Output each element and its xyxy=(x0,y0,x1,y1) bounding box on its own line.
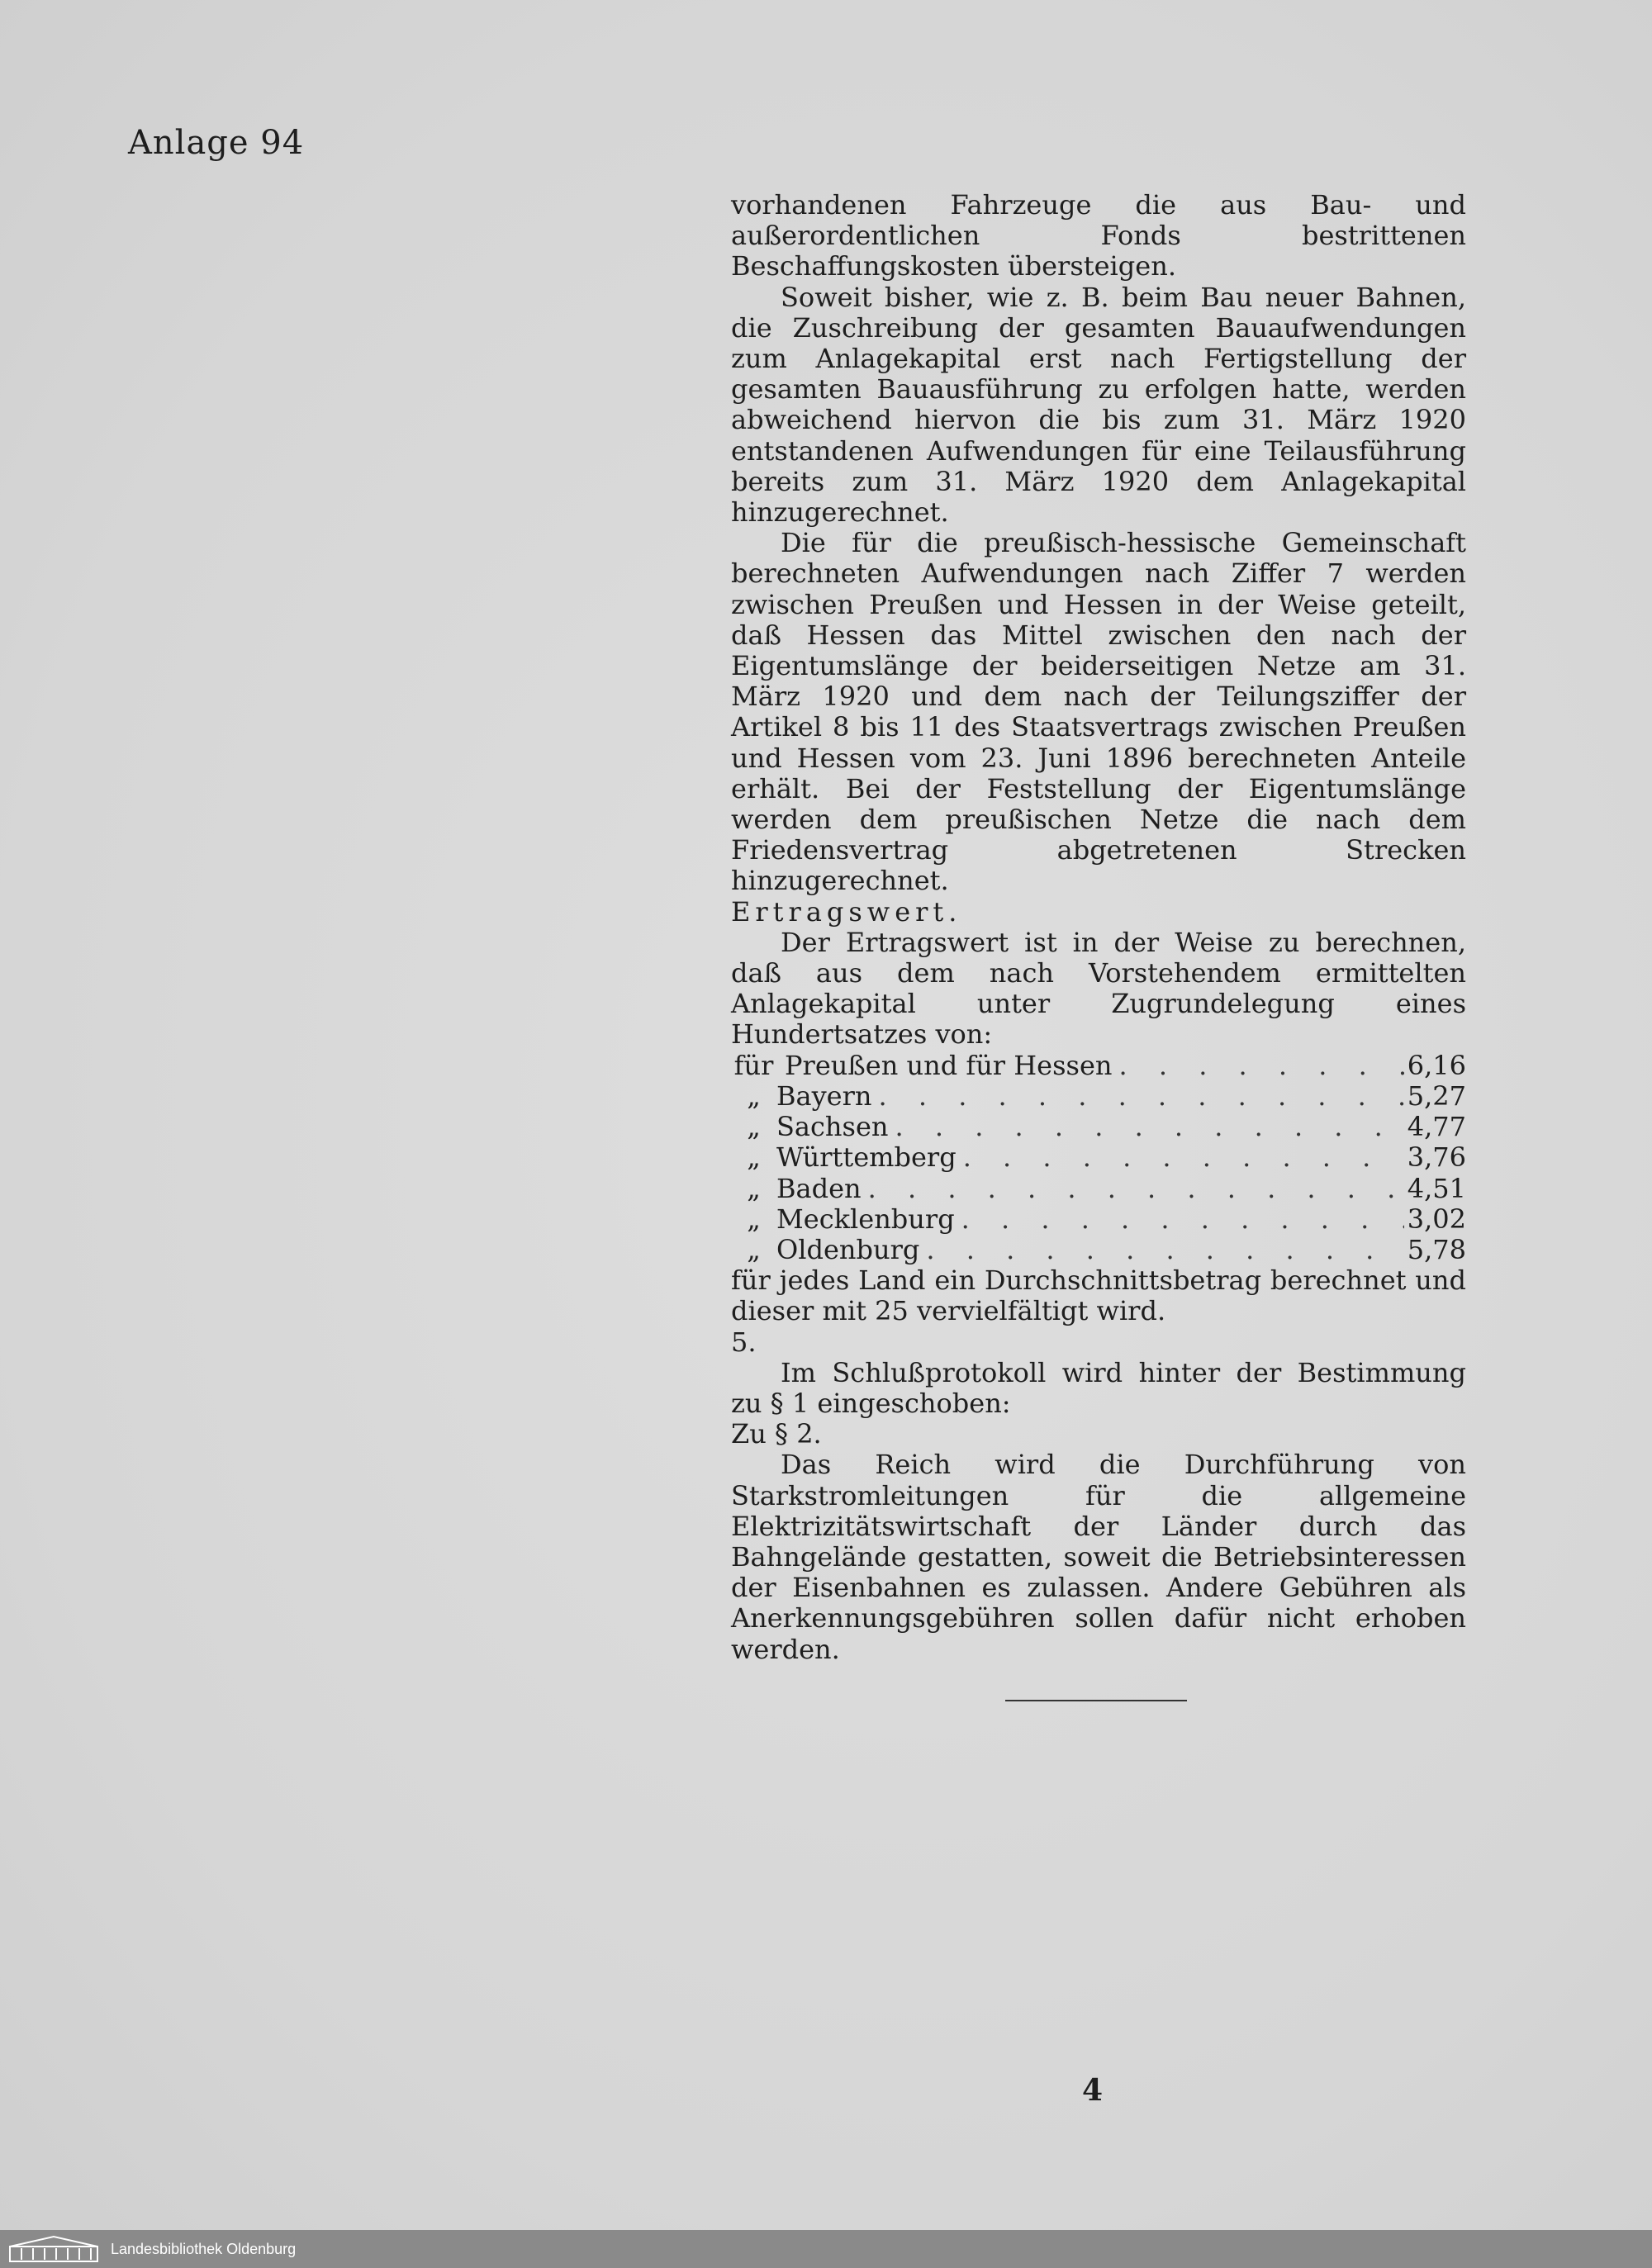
rate-row xyxy=(731,1142,1466,1173)
section-number: 5. xyxy=(731,1326,757,1358)
rate-prefix: „ xyxy=(747,1203,761,1235)
rate-row xyxy=(731,1204,1466,1235)
leader-dots xyxy=(872,1081,1404,1112)
page-number: 4 xyxy=(1082,2073,1104,2108)
rate-list xyxy=(731,1051,1466,1265)
library-footer-bar xyxy=(0,2230,1652,2268)
section-intro: Im Schlußprotokoll wird hinter der Bestimmung zu § 1 eingeschoben: xyxy=(731,1356,1466,1419)
rate-row xyxy=(731,1112,1466,1142)
ertragswert-closing: für jedes Land ein Durchschnittsbetrag berechnet und dieser mit 25 vervielfältigt wird. xyxy=(731,1264,1466,1327)
leader-dots xyxy=(955,1204,1404,1235)
leader-dots xyxy=(919,1235,1403,1265)
library-name: Landesbibliothek Oldenburg xyxy=(111,2240,297,2257)
leader-dots xyxy=(862,1174,1404,1204)
leader-dots xyxy=(1113,1051,1404,1081)
section-sub-heading: Zu § 2. xyxy=(731,1418,822,1450)
leader-dots xyxy=(957,1142,1404,1173)
rate-value: 4,77 xyxy=(1407,1112,1466,1143)
rate-state: Baden xyxy=(776,1173,862,1204)
rate-prefix: „ xyxy=(747,1112,761,1143)
rate-state: Preußen und für Hessen xyxy=(785,1050,1113,1081)
rate-value: 3,02 xyxy=(1407,1203,1466,1235)
rate-state: Sachsen xyxy=(776,1112,889,1143)
ertragswert-intro: Der Ertragswert ist in der Weise zu berechnen, daß aus dem nach Vorstehendem ermittelten Anlagekapital unter Zugrundelegung eines Hundertsatzes von: xyxy=(731,926,1466,1051)
library-building-icon xyxy=(8,2235,99,2263)
rate-prefix: „ xyxy=(747,1080,761,1112)
rate-prefix: „ xyxy=(747,1234,761,1265)
rate-row xyxy=(731,1051,1466,1081)
rate-row xyxy=(731,1174,1466,1204)
rate-row xyxy=(731,1081,1466,1112)
section-text: Das Reich wird die Durchführung von Starkstromleitungen für die allgemeine Elektrizitätswirtschaft der Länder durch das Bahngelände gestatten, soweit die Betriebsinteressen der Eisenbahnen es zulassen. Andere Gebühren als Anerkennungsgebühren sollen dafür nicht erhoben werden. xyxy=(731,1449,1466,1665)
rate-prefix: „ xyxy=(747,1173,761,1204)
rate-prefix: für xyxy=(733,1050,774,1081)
rate-prefix: „ xyxy=(747,1142,761,1174)
ertragswert-heading: Ertragswert. xyxy=(731,895,962,928)
paragraph-prussia-hesse: Die für die preußisch-hessische Gemeinschaft berechneten Aufwendungen nach Ziffer 7 werden zwischen Preußen und Hessen in der Weise geteilt, daß Hessen das Mittel zwischen den nach der Eigentumslänge der beiderseitigen Netze am 31. März 1920 und dem nach der Teilungsziffer der Artikel 8 bis 11 des Staatsvertrags zwischen Preußen und Hessen vom 23. Juni 1896 berechneten Anteile erhält. Bei der Feststellung der Eigentumslänge werden dem preußischen Netze die nach dem Friedensvertrag abgetretenen Strecken hinzugerechnet. xyxy=(731,527,1466,897)
rate-value: 5,27 xyxy=(1407,1080,1466,1112)
paragraph-continuation: vorhandenen Fahrzeuge die aus Bau- und außerordentlichen Fonds bestrittenen Beschaffungskosten übersteigen. xyxy=(731,189,1466,282)
rate-value: 6,16 xyxy=(1407,1050,1466,1081)
paragraph-capital-allocation: Soweit bisher, wie z. B. beim Bau neuer Bahnen, die Zuschreibung der gesamten Bauaufwendungen zum Anlagekapital erst nach Fertigstellung der gesamten Bauausführung zu erfolgen hatte, werden abweichend hiervon die bis zum 31. März 1920 entstandenen Aufwendungen für eine Teilausführung bereits zum 31. März 1920 dem Anlagekapital hinzugerechnet. xyxy=(731,281,1466,529)
rate-state: Oldenburg xyxy=(776,1234,920,1265)
rate-value: 5,78 xyxy=(1407,1234,1466,1265)
rate-state: Bayern xyxy=(776,1080,872,1112)
rate-row xyxy=(731,1235,1466,1265)
rate-state: Mecklenburg xyxy=(776,1203,955,1235)
rate-value: 3,76 xyxy=(1407,1142,1466,1174)
closing-rule xyxy=(1005,1700,1187,1701)
leader-dots xyxy=(889,1112,1404,1142)
rate-value: 4,51 xyxy=(1407,1173,1466,1204)
rate-state: Württemberg xyxy=(776,1142,957,1174)
main-text-column xyxy=(731,190,1466,1665)
annex-title: Anlage 94 xyxy=(128,124,305,162)
